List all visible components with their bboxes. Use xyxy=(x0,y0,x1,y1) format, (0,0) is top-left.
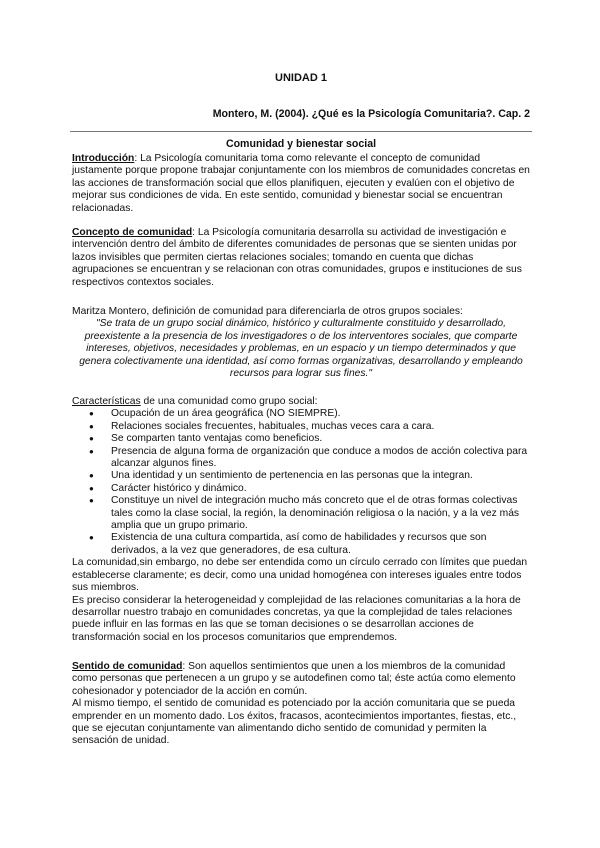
sense-paragraph xyxy=(72,661,530,748)
introduction-text: : La Psicología comunitaria toma como relevante el concepto de comunidad justamente porque propone trabajar conjuntamente con los miembros de comunidades concretas en las acciones de transformación social que ellos planifiquen, ejecuten y evalúen con el objetivo de mejorar sus condiciones de vida. En este sentido, comunidad y bienestar social se encuentran relacionadas. xyxy=(72,153,530,214)
list-item: ● Ocupación de un área geográfica (NO SIEMPRE). xyxy=(89,408,530,420)
horizontal-rule xyxy=(70,131,532,132)
definition-intro: Maritza Montero, definición de comunidad para diferenciarla de otros grupos sociales: xyxy=(72,306,463,317)
sense-label: Sentido de comunidad xyxy=(72,661,183,672)
characteristics-block xyxy=(72,396,530,644)
list-item: ● Carácter histórico y dinámico. xyxy=(89,483,530,495)
characteristics-list xyxy=(72,408,530,557)
community-note-1: La comunidad,sin embargo, no debe ser entendida como un círculo cerrado con límites que puedan establecerse claramente; es decir, como una unidad homogénea con intereses iguales entre todos sus miembros. xyxy=(72,557,528,594)
list-item: ● Una identidad y un sentimiento de pertenencia en las personas que la integran. xyxy=(89,470,530,482)
concept-label: Concepto de comunidad xyxy=(72,227,193,238)
introduction-paragraph xyxy=(72,153,530,215)
list-item: ● Existencia de una cultura compartida, así como de habilidades y recursos que son derivados, a la vez que generadores, de esa cultura. xyxy=(89,532,530,557)
list-item: ● Constituye un nivel de integración mucho más concreto que el de otras formas colectivas tales como la clase social, la región, la denominación religiosa o la nación, y a la vez más amplia que un grupo primario. xyxy=(89,495,530,532)
characteristics-label: Características xyxy=(72,396,141,407)
concept-text: : La Psicología comunitaria desarrolla su actividad de investigación e intervención dentro del ámbito de diferentes comunidades de personas que se sienten unidas por lazos invisibles que permiten ciertas relaciones sociales; tomando en cuenta que dichas agrupaciones se encuentran y se relacionan con otras comunidades, grupos e instituciones de sus respectivos contextos sociales. xyxy=(72,227,522,288)
sense-text-2: Al mismo tiempo, el sentido de comunidad es potenciado por la acción comunitaria que se pueda emprender en un momento dado. Los éxitos, fracasos, acontecimientos importantes, fiestas, etc., que se ejecutan conjuntamente van alimentando dicho sentido de comunidad y permiten la sensación de unidad. xyxy=(72,698,517,747)
list-item: ● Presencia de alguna forma de organización que conduce a modos de acción colectiva para alcanzar algunos fines. xyxy=(89,446,530,471)
bibliographic-reference: Montero, M. (2004). ¿Qué es la Psicología Comunitaria?. Cap. 2 xyxy=(212,108,530,120)
list-item: ● Se comparten tanto ventajas como beneficios. xyxy=(89,433,530,445)
definition-block xyxy=(72,306,530,380)
introduction-label: Introducción xyxy=(72,153,135,164)
definition-quote: "Se trata de un grupo social dinámico, histórico y culturalmente constituido y desarrollado, preexistente a la presencia de los investigadores o de los interventores sociales, que comparte intereses, objetivos, necesidades y problemas, en un espacio y un tiempo determinados y que genera colectivamente una identidad, así como formas organizativas, desarrollando y empleando recursos para lograr sus fines." xyxy=(79,318,523,380)
list-item: ● Relaciones sociales frecuentes, habituales, muchas veces cara a cara. xyxy=(89,421,530,433)
characteristics-lead: de una comunidad como grupo social: xyxy=(140,396,318,407)
community-note-2: Es preciso considerar la heterogeneidad y complejidad de las relaciones comunitarias a la hora de desarrollar nuestro trabajo en comunidades concretas, ya que la complejidad de tales relaciones puede influir en las formas en las que se toman decisiones o se desarrollan acciones de transformación social en los procesos comunitarios que emprendemos. xyxy=(72,594,521,643)
unit-title: UNIDAD 1 xyxy=(275,72,327,84)
section-title: Comunidad y bienestar social xyxy=(225,138,377,150)
concept-paragraph xyxy=(72,227,530,289)
sense-text: : Son aquellos sentimientos que unen a los miembros de la comunidad como personas que pertenecen a un grupo y se autodefinen como tal; éste actúa como elemento cohesionador y potenciador de la acción en común. xyxy=(72,661,516,697)
